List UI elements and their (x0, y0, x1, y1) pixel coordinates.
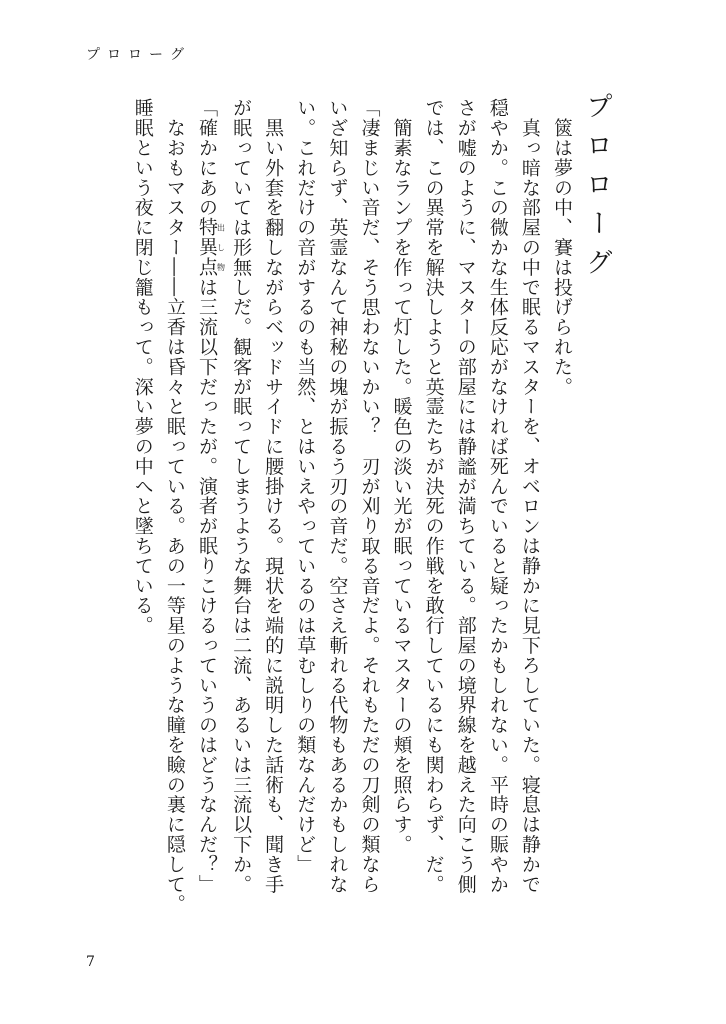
ruby-line-before: 「確かにあの (195, 98, 218, 218)
text-line-14: 睡眠という夜に閉じ籠もって。深い夢の中へと墜ちている。 (131, 98, 154, 636)
text-line-2: 真っ暗な部屋の中で眠るマスターを、オベロンは静かに見下ろしていた。寝息は静かで (518, 98, 541, 894)
text-line-1: 篋は夢の中、賽は投げられた。 (551, 98, 573, 397)
text-line-10: 黒い外套を翻しながらベッドサイドに腰掛ける。現状を端的に説明した話術も、聞き手 (262, 98, 285, 894)
chapter-title: プロローグ (581, 92, 612, 287)
ruby-line-after: は三流以下だったが。演者が眠りこけるっていうのはどうなんだ？」 (195, 277, 218, 895)
running-head: プロローグ (86, 47, 191, 63)
text-line-9: い。これだけの音がするのも当然、とはいえやっているのは草むしりの類なんだけど」 (294, 98, 317, 875)
ruby-annotation (195, 217, 226, 278)
ruby-base: 特異点 (195, 217, 218, 278)
text-line-7: 「凄まじい音だ、そう思わないかい？ 刃が刈り取る音だよ。それもただの刀剣の類なら (358, 98, 381, 894)
text-line-5: では、この異常を解決しようと英霊たちが決死の作戦を敢行しているにも関わらず、だ。 (422, 98, 445, 894)
text-line-8: いざ知らず、英霊なんて神秘の塊が振るう刃の音だ。空さえ斬れる代物もあるかもしれな (326, 98, 349, 894)
body-text (78, 98, 578, 948)
text-line-13: なおもマスター――立香は昏々と眠っている。あの一等星のような瞳を瞼の裏に隠して。 (163, 98, 186, 914)
page-number: 7 (86, 954, 95, 970)
text-line-6: 簡素なランプを作って灯した。暖色の淡い光が眠っているマスターの頬を照らす。 (390, 98, 413, 855)
ruby-reading: 出し物 (216, 217, 226, 278)
text-line-12-with-ruby (191, 98, 225, 948)
text-line-4: さが嘘のように、マスターの部屋には静謐が満ちている。部屋の境界線を越えた向こう側 (454, 98, 477, 894)
text-line-11: が眠っていては形無しだ。観客が眠ってしまうような舞台は二流、あるいは三流以下か。 (230, 98, 253, 894)
text-line-3: 穏やか。この微かな生体反応がなければ死んでいると疑ったかもしれない。平時の賑やか (486, 98, 509, 894)
